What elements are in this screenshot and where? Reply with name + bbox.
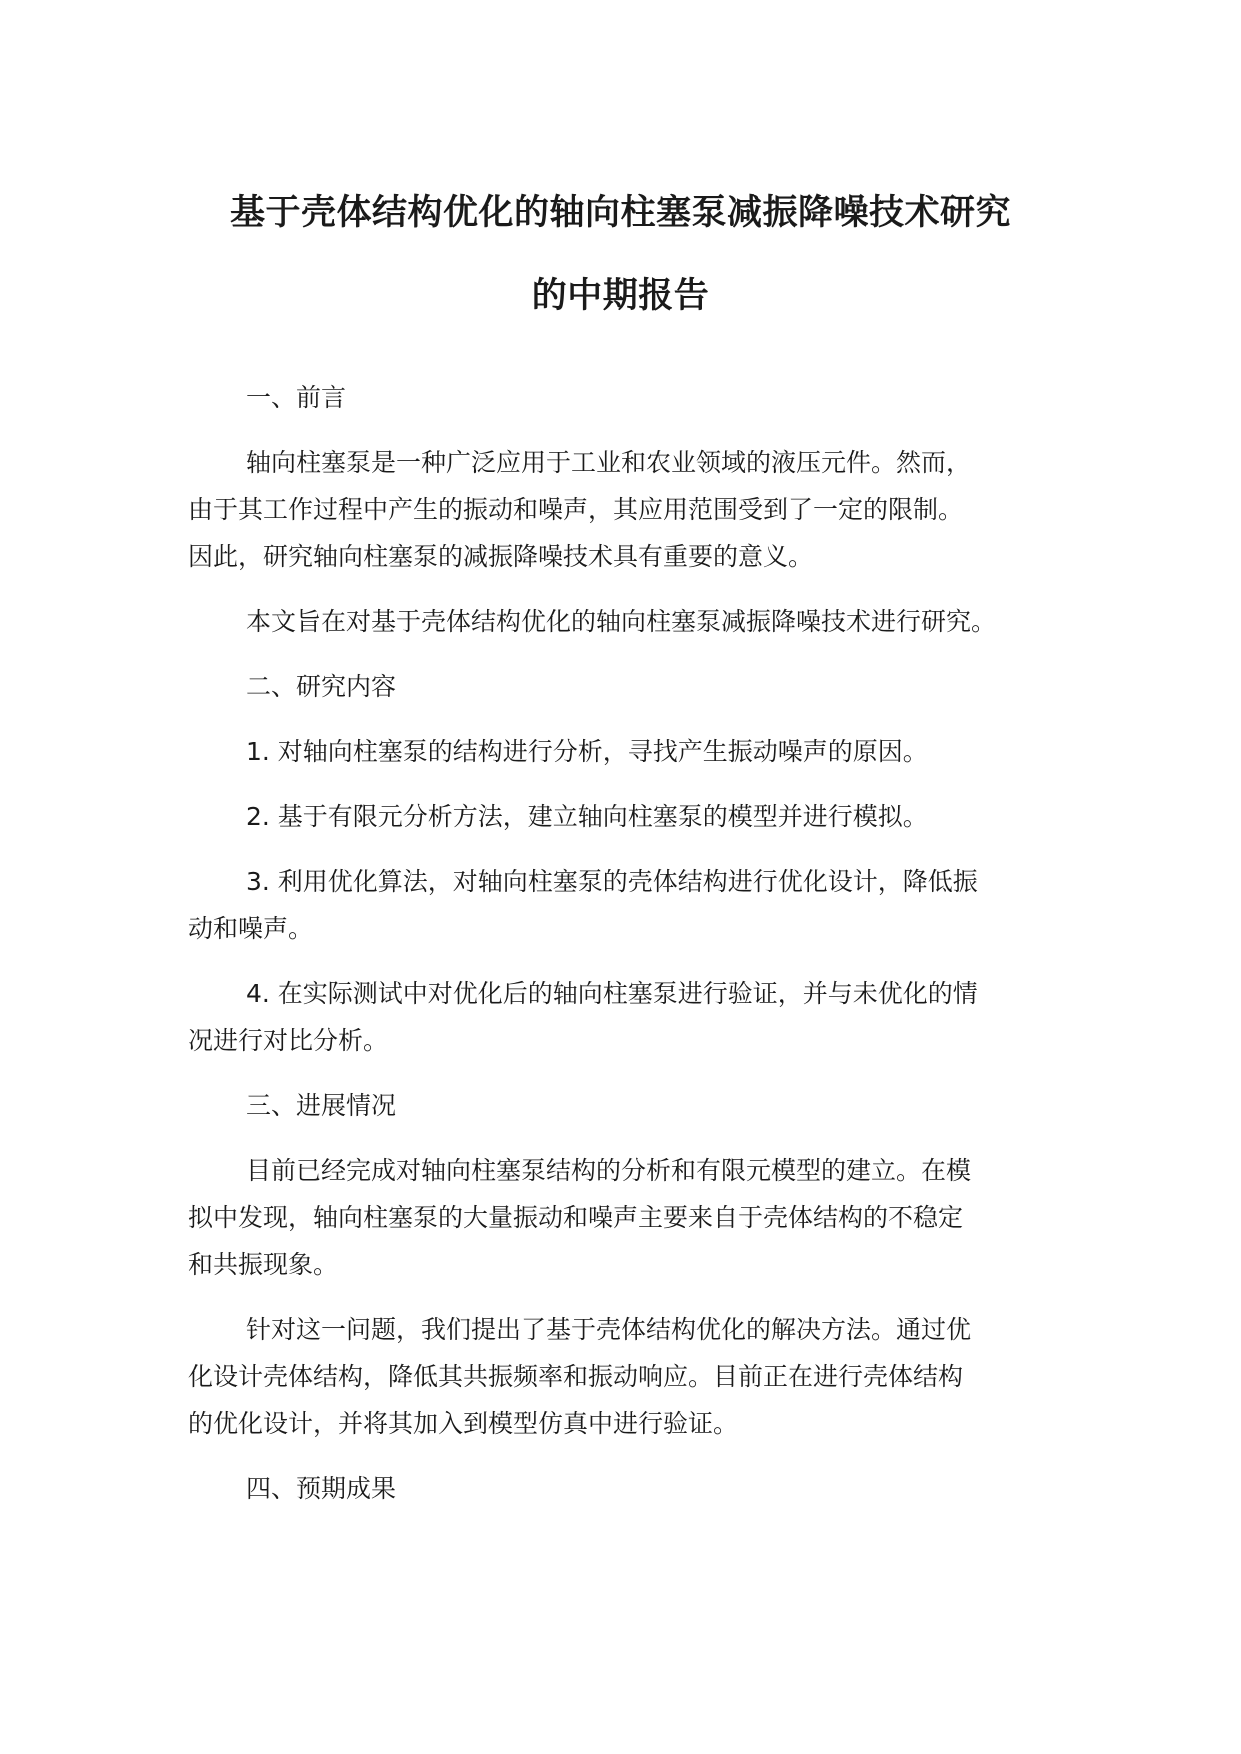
section-heading-preface: 一、前言 xyxy=(246,383,347,412)
paragraph-background: 轴向柱塞泵是一种广泛应用于工业和农业领域的液压元件。然而， 由于其工作过程中产生的振动和噪声，其应用范围受到了一定的限制。 因此，研究轴向柱塞泵的减振降噪技术具有重要的意义。 xyxy=(188,448,972,571)
title-line-1: 基于壳体结构优化的轴向柱塞泵减振降噪技术研究 xyxy=(229,193,1011,233)
title-line-2: 的中期报告 xyxy=(531,276,710,316)
section-heading-content: 二、研究内容 xyxy=(246,672,397,701)
list-item-2: 2. 基于有限元分析方法，建立轴向柱塞泵的模型并进行模拟。 xyxy=(246,802,928,831)
paragraph-progress-2: 针对这一问题，我们提出了基于壳体结构优化的解决方法。通过优 化设计壳体结构，降低其共振频率和振动响应。目前正在进行壳体结构 的优化设计，并将其加入到模型仿真中进行验证。 xyxy=(188,1315,972,1438)
document-title xyxy=(150,172,1091,338)
paragraph-progress-1: 目前已经完成对轴向柱塞泵结构的分析和有限元模型的建立。在模 拟中发现，轴向柱塞泵的大量振动和噪声主要来自于壳体结构的不稳定 和共振现象。 xyxy=(188,1156,972,1279)
list-item-3: 3. 利用优化算法，对轴向柱塞泵的壳体结构进行优化设计，降低振 动和噪声。 xyxy=(188,867,978,943)
paragraph-purpose: 本文旨在对基于壳体结构优化的轴向柱塞泵减振降噪技术进行研究。 xyxy=(246,607,997,636)
list-item-1: 1. 对轴向柱塞泵的结构进行分析，寻找产生振动噪声的原因。 xyxy=(246,737,928,766)
list-item-4: 4. 在实际测试中对优化后的轴向柱塞泵进行验证，并与未优化的情 况进行对比分析。 xyxy=(188,979,978,1055)
section-heading-expected-results: 四、预期成果 xyxy=(246,1474,397,1503)
document-body xyxy=(188,374,1068,1530)
section-heading-progress: 三、进展情况 xyxy=(246,1091,397,1120)
